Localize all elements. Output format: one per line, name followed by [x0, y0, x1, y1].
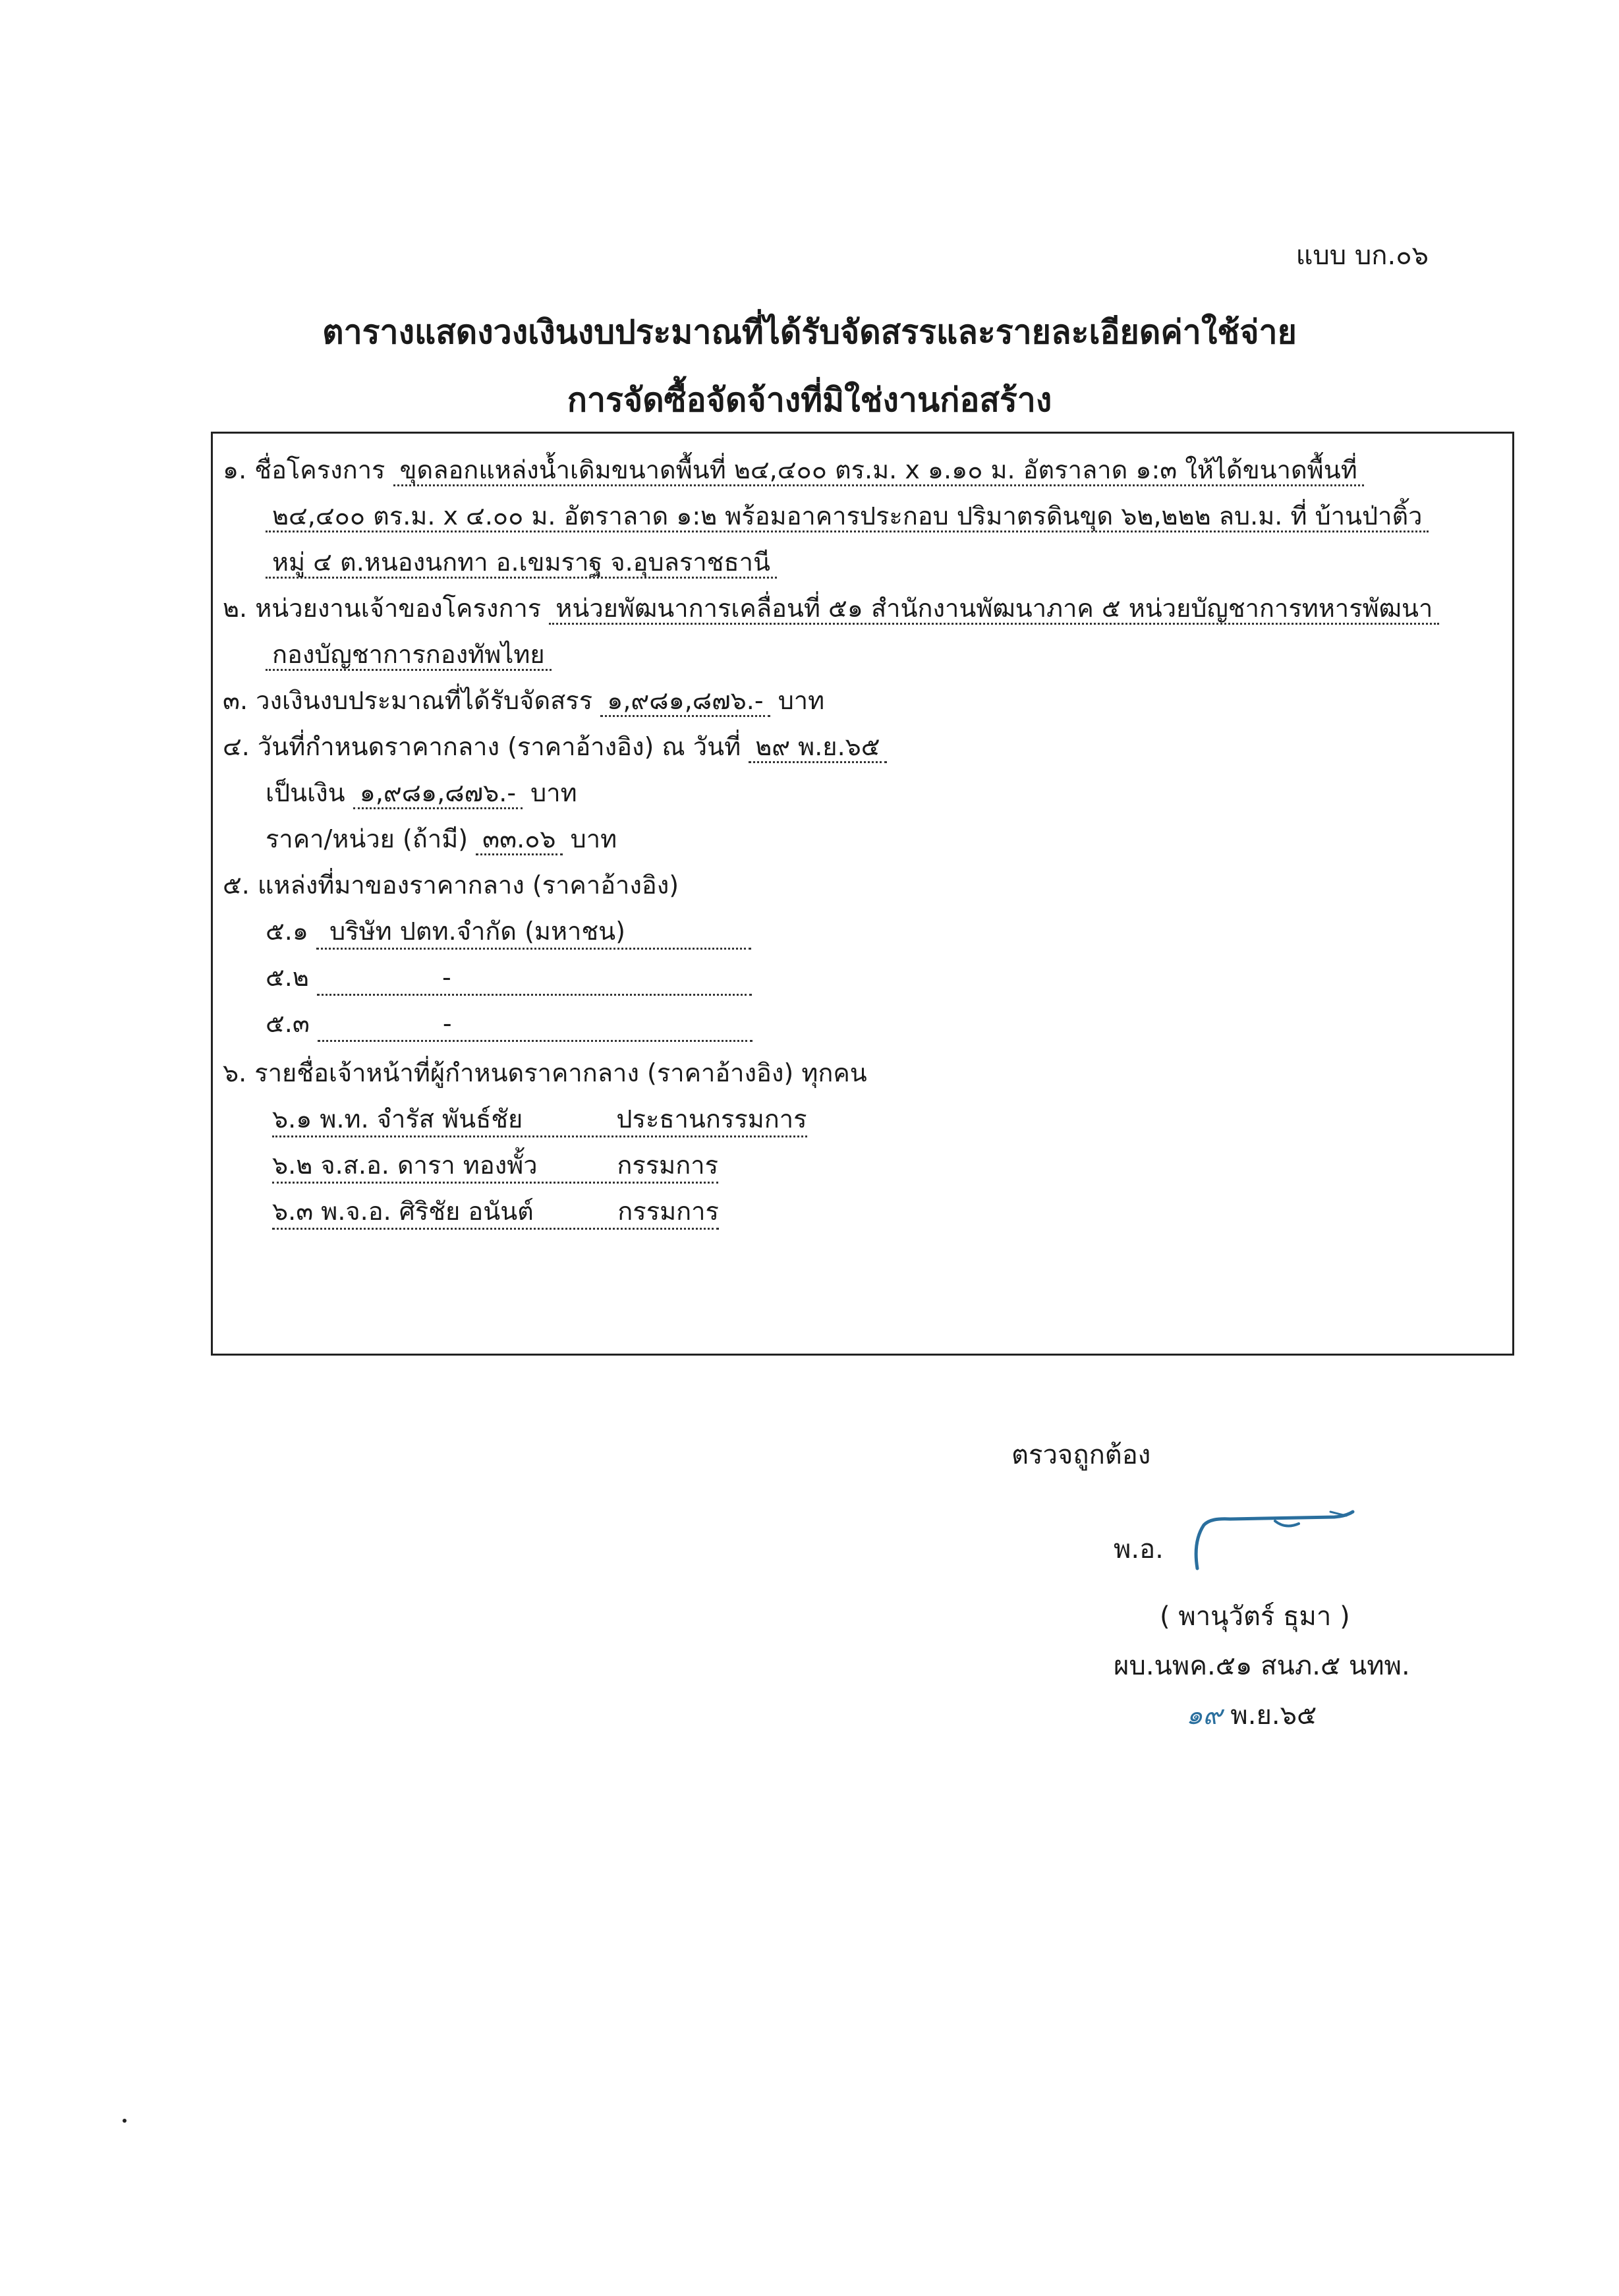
item5-source-3: [266, 1007, 753, 1042]
item1-value-line3: หมู่ ๔ ต.หนองนกทา อ.เขมราฐ จ.อุบลราชธานี: [266, 548, 777, 579]
source-value: -: [442, 1009, 452, 1038]
signer-rank: พ.อ.: [1114, 1534, 1164, 1564]
item2-value-line1: หน่วยพัฒนาการเคลื่อนที่ ๕๑ สำนักงานพัฒนาภาค ๕ หน่วยบัญชาการทหารพัฒนา: [549, 594, 1439, 625]
item3-label: ๓. วงเงินงบประมาณที่ได้รับจัดสรร: [223, 686, 593, 715]
signature: [1170, 1503, 1361, 1575]
item1-line3: [266, 546, 777, 579]
item5-label: ๕. แหล่งที่มาของราคากลาง (ราคาอ้างอิง): [223, 871, 679, 900]
stray-dot: [123, 2119, 127, 2123]
officer-number: ๖.๓: [272, 1197, 314, 1226]
item6-officer-2: [272, 1149, 718, 1184]
sign-date-day: ๑๙: [1186, 1700, 1222, 1731]
sign-date: [1186, 1694, 1317, 1736]
item4-amount-unit: บาท: [530, 778, 577, 807]
document-title-line2: การจัดซื้อจัดจ้างที่มิใช่งานก่อสร้าง: [567, 381, 1052, 419]
item2-line2: [266, 638, 552, 671]
item4-label: ๔. วันที่กำหนดราคากลาง (ราคาอ้างอิง) ณ วันที่: [223, 732, 741, 761]
form-code: แบบ บก.๐๖: [1295, 241, 1429, 271]
officer-role: กรรมการ: [617, 1197, 719, 1226]
source-number: ๕.๑: [266, 917, 308, 946]
item4-amount-line: [266, 776, 577, 809]
officer-role: ประธานกรรมการ: [616, 1105, 807, 1134]
item5-source-1: [266, 915, 751, 950]
item3-unit: บาท: [778, 686, 825, 715]
item3-value: ๑,๙๘๑,๘๗๖.-: [600, 686, 770, 717]
item1-value-line2: ๒๔,๔๐๐ ตร.ม. x ๔.๐๐ ม. อัตราลาด ๑:๒ พร้อมอาคารประกอบ ปริมาตรดินขุด ๖๒,๒๒๒ ลบ.ม. ที่ บ้านป่าติ้ว: [266, 502, 1429, 532]
item6-officer-1: [272, 1103, 807, 1137]
officer-name: จ.ส.อ. ดารา ทองพั้ว: [320, 1151, 538, 1180]
source-number: ๕.๒: [266, 963, 309, 992]
item4-unit-price-label: ราคา/หน่วย (ถ้ามี): [266, 824, 469, 853]
item4-unit-price-unit: บาท: [570, 824, 617, 853]
item4-unit-price-line: [266, 822, 617, 855]
document-title-line1: ตารางแสดงวงเงินงบประมาณที่ได้รับจัดสรรและรายละเอียดค่าใช้จ่าย: [322, 313, 1297, 351]
details-box: [211, 432, 1514, 1356]
source-value: บริษัท ปตท.จำกัด (มหาชน): [329, 917, 625, 946]
officer-role: กรรมการ: [617, 1151, 718, 1180]
sign-date-rest: พ.ย.๖๕: [1230, 1700, 1317, 1731]
item3-line: [223, 684, 824, 717]
officer-name: พ.ท. จำรัส พันธ์ชัย: [320, 1105, 523, 1134]
signer-position: ผบ.นพค.๕๑ สนภ.๕ นทพ.: [1114, 1651, 1410, 1681]
item1-value-line1: ขุดลอกแหล่งน้ำเดิมขนาดพื้นที่ ๒๔,๔๐๐ ตร.ม. x ๑.๑๐ ม. อัตราลาด ๑:๓ ให้ได้ขนาดพื้นที่: [393, 455, 1364, 486]
item4-amount-label: เป็นเงิน: [266, 778, 345, 807]
item6-officer-3: [272, 1195, 719, 1230]
item6-label: ๖. รายชื่อเจ้าหน้าที่ผู้กำหนดราคากลาง (ราคาอ้างอิง) ทุกคน: [223, 1058, 867, 1087]
officer-number: ๖.๒: [272, 1151, 313, 1180]
source-value: -: [441, 963, 451, 992]
item2-line1: [223, 592, 1439, 625]
item1-line1: [223, 453, 1364, 486]
signer-name: ( พานุวัตร์ ธุมา ): [1160, 1601, 1350, 1632]
item2-value-line2: กองบัญชาการกองทัพไทย: [266, 640, 552, 671]
item5-source-2: [266, 961, 752, 996]
item1-line2: [266, 500, 1429, 532]
item1-label: ๑. ชื่อโครงการ: [223, 455, 385, 484]
item2-label: ๒. หน่วยงานเจ้าของโครงการ: [223, 594, 542, 623]
officer-number: ๖.๑: [272, 1105, 312, 1134]
officer-name: พ.จ.อ. ศิริชัย อนันต์: [321, 1197, 534, 1226]
item4-unit-price: ๓๓.๐๖: [476, 824, 562, 855]
item4-date: ๒๙ พ.ย.๖๕: [749, 732, 886, 763]
certified-correct: ตรวจถูกต้อง: [1011, 1440, 1151, 1470]
source-number: ๕.๓: [266, 1009, 310, 1038]
item4-line: [223, 730, 887, 763]
item4-amount: ๑,๙๘๑,๘๗๖.-: [353, 778, 523, 809]
